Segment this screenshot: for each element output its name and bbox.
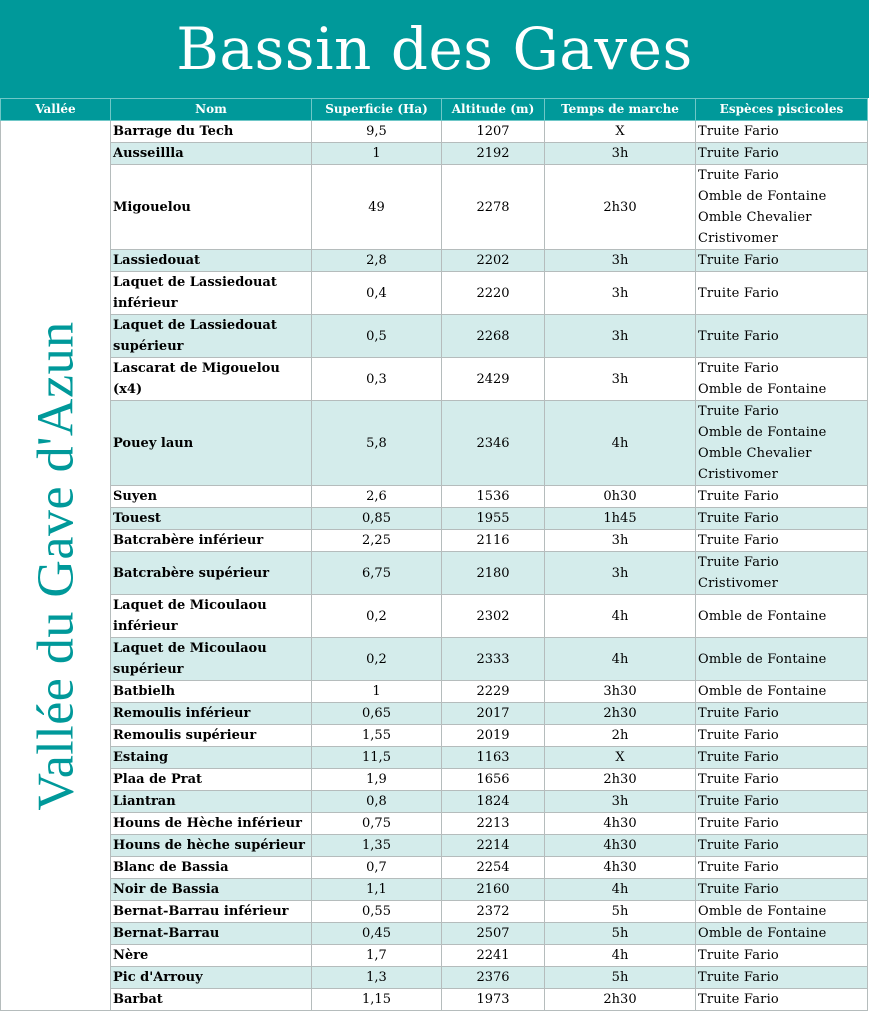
cell-altitude: 2017 — [442, 703, 545, 725]
cell-nom — [111, 923, 312, 945]
cell-altitude: 1656 — [442, 769, 545, 791]
cell-nom — [111, 638, 312, 681]
cell-superficie: 2,25 — [312, 530, 442, 552]
cell-especes — [696, 747, 868, 769]
cell-temps: 1h45 — [545, 508, 696, 530]
nom-line: supérieur — [113, 339, 184, 354]
cell-altitude: 2254 — [442, 857, 545, 879]
nom-line: Houns de Hèche inférieur — [113, 816, 302, 831]
cell-temps: 5h — [545, 967, 696, 989]
nom-line: Nère — [113, 948, 149, 963]
cell-especes — [696, 143, 868, 165]
cell-nom — [111, 835, 312, 857]
espece-item: Truite Fario — [698, 816, 779, 831]
cell-temps: 5h — [545, 901, 696, 923]
cell-superficie: 0,4 — [312, 272, 442, 315]
cell-superficie: 1,1 — [312, 879, 442, 901]
nom-line: Noir de Bassia — [113, 882, 220, 897]
cell-especes — [696, 835, 868, 857]
espece-item: Truite Fario — [698, 970, 779, 985]
cell-temps: 0h30 — [545, 486, 696, 508]
espece-item: Truite Fario — [698, 328, 779, 344]
cell-temps: 4h — [545, 401, 696, 486]
espece-item: Truite Fario — [698, 838, 779, 853]
table-row — [1, 165, 868, 250]
header-altitude: Altitude (m) — [442, 99, 545, 121]
espece-item: Cristivomer — [698, 231, 778, 246]
table-row — [1, 486, 868, 508]
cell-temps: 5h — [545, 923, 696, 945]
cell-nom — [111, 121, 312, 143]
cell-especes — [696, 923, 868, 945]
cell-superficie: 0,55 — [312, 901, 442, 923]
title-banner — [0, 0, 869, 98]
cell-especes — [696, 358, 868, 401]
table-row — [1, 143, 868, 165]
cell-temps: 3h — [545, 358, 696, 401]
cell-altitude: 2507 — [442, 923, 545, 945]
cell-nom — [111, 703, 312, 725]
cell-altitude: 2192 — [442, 143, 545, 165]
cell-superficie: 1 — [312, 681, 442, 703]
cell-nom — [111, 272, 312, 315]
cell-superficie: 1,35 — [312, 835, 442, 857]
espece-item: Truite Fario — [698, 489, 779, 504]
cell-altitude: 2180 — [442, 552, 545, 595]
header-superficie: Superficie (Ha) — [312, 99, 442, 121]
table-row — [1, 769, 868, 791]
cell-superficie: 0,45 — [312, 923, 442, 945]
nom-line: Ausseillla — [113, 146, 184, 161]
nom-line: Migouelou — [113, 199, 191, 215]
nom-line: Batcrabère supérieur — [113, 565, 270, 581]
table-row — [1, 791, 868, 813]
nom-line: Barbat — [113, 992, 163, 1007]
espece-item: Cristivomer — [698, 576, 778, 591]
cell-nom — [111, 508, 312, 530]
cell-nom — [111, 791, 312, 813]
nom-line: Bernat-Barrau — [113, 926, 220, 941]
espece-item: Truite Fario — [698, 285, 779, 301]
cell-temps: X — [545, 121, 696, 143]
table-row — [1, 901, 868, 923]
espece-item: Truite Fario — [698, 146, 779, 161]
cell-temps: 3h — [545, 530, 696, 552]
cell-temps: 2h — [545, 725, 696, 747]
cell-nom — [111, 813, 312, 835]
header-temps: Temps de marche — [545, 99, 696, 121]
nom-line: supérieur — [113, 662, 184, 677]
cell-temps: 4h — [545, 595, 696, 638]
cell-especes — [696, 165, 868, 250]
espece-item: Truite Fario — [698, 750, 779, 765]
espece-item: Truite Fario — [698, 555, 779, 570]
cell-temps: 2h30 — [545, 989, 696, 1011]
cell-altitude: 2241 — [442, 945, 545, 967]
nom-line: Pouey laun — [113, 435, 194, 451]
header-nom: Nom — [111, 99, 312, 121]
cell-altitude: 2346 — [442, 401, 545, 486]
cell-superficie: 0,5 — [312, 315, 442, 358]
cell-temps: 2h30 — [545, 769, 696, 791]
espece-item: Truite Fario — [698, 882, 779, 897]
cell-temps: X — [545, 747, 696, 769]
cell-superficie: 0,8 — [312, 791, 442, 813]
cell-altitude: 1955 — [442, 508, 545, 530]
cell-nom — [111, 945, 312, 967]
table-row — [1, 250, 868, 272]
nom-line: Lascarat de Migouelou (x4) — [113, 361, 280, 397]
espece-item: Omble de Fontaine — [698, 425, 827, 440]
cell-altitude: 2019 — [442, 725, 545, 747]
cell-altitude: 2202 — [442, 250, 545, 272]
cell-temps: 3h — [545, 315, 696, 358]
table-row — [1, 879, 868, 901]
cell-nom — [111, 552, 312, 595]
cell-superficie: 11,5 — [312, 747, 442, 769]
cell-altitude: 2268 — [442, 315, 545, 358]
cell-superficie: 2,8 — [312, 250, 442, 272]
cell-altitude: 1207 — [442, 121, 545, 143]
cell-especes — [696, 703, 868, 725]
cell-altitude: 2302 — [442, 595, 545, 638]
table-row — [1, 121, 868, 143]
nom-line: Batcrabère inférieur — [113, 533, 264, 548]
table-row — [1, 358, 868, 401]
cell-temps: 3h — [545, 250, 696, 272]
cell-superficie: 49 — [312, 165, 442, 250]
cell-especes — [696, 857, 868, 879]
cell-superficie: 1,55 — [312, 725, 442, 747]
cell-temps: 4h — [545, 638, 696, 681]
nom-line: Bernat-Barrau inférieur — [113, 904, 289, 919]
nom-line: Blanc de Bassia — [113, 860, 229, 875]
cell-especes — [696, 879, 868, 901]
cell-nom — [111, 530, 312, 552]
nom-line: Pic d'Arrouy — [113, 970, 203, 985]
nom-line: Lassiedouat — [113, 253, 201, 268]
nom-line: Remoulis supérieur — [113, 728, 257, 743]
cell-nom — [111, 747, 312, 769]
table-row — [1, 315, 868, 358]
header-row — [1, 99, 868, 121]
cell-superficie: 1,7 — [312, 945, 442, 967]
espece-item: Truite Fario — [698, 511, 779, 526]
cell-especes — [696, 989, 868, 1011]
espece-item: Cristivomer — [698, 467, 778, 482]
cell-nom — [111, 901, 312, 923]
cell-nom — [111, 857, 312, 879]
cell-nom — [111, 879, 312, 901]
table-row — [1, 725, 868, 747]
cell-altitude: 2278 — [442, 165, 545, 250]
nom-line: Batbielh — [113, 684, 176, 699]
cell-superficie: 2,6 — [312, 486, 442, 508]
cell-superficie: 1,15 — [312, 989, 442, 1011]
cell-especes — [696, 552, 868, 595]
nom-line: Touest — [113, 511, 161, 526]
table-row — [1, 703, 868, 725]
cell-superficie: 1 — [312, 143, 442, 165]
nom-line: Houns de hèche supérieur — [113, 838, 305, 853]
cell-superficie: 0,85 — [312, 508, 442, 530]
cell-superficie: 5,8 — [312, 401, 442, 486]
cell-nom — [111, 595, 312, 638]
cell-especes — [696, 967, 868, 989]
cell-nom — [111, 165, 312, 250]
table-row — [1, 681, 868, 703]
lakes-table — [0, 98, 868, 1011]
espece-item: Omble de Fontaine — [698, 904, 827, 919]
cell-especes — [696, 638, 868, 681]
cell-superficie: 0,7 — [312, 857, 442, 879]
header-vallee: Vallée — [1, 99, 111, 121]
table-row — [1, 530, 868, 552]
espece-item: Truite Fario — [698, 361, 779, 376]
espece-item: Omble Chevalier — [698, 446, 812, 461]
table-row — [1, 813, 868, 835]
cell-superficie: 1,3 — [312, 967, 442, 989]
cell-temps: 3h — [545, 552, 696, 595]
cell-nom — [111, 681, 312, 703]
nom-line: Suyen — [113, 489, 158, 504]
cell-altitude: 2160 — [442, 879, 545, 901]
cell-nom — [111, 401, 312, 486]
vallee-cell — [1, 121, 111, 1011]
cell-temps: 4h30 — [545, 835, 696, 857]
cell-nom — [111, 358, 312, 401]
table-row — [1, 401, 868, 486]
cell-superficie: 0,75 — [312, 813, 442, 835]
table-row — [1, 835, 868, 857]
cell-temps: 4h — [545, 945, 696, 967]
espece-item: Truite Fario — [698, 404, 779, 419]
cell-superficie: 0,2 — [312, 638, 442, 681]
cell-superficie: 0,2 — [312, 595, 442, 638]
cell-especes — [696, 945, 868, 967]
cell-temps: 2h30 — [545, 165, 696, 250]
table-row — [1, 508, 868, 530]
cell-altitude: 1973 — [442, 989, 545, 1011]
cell-especes — [696, 121, 868, 143]
espece-item: Omble de Fontaine — [698, 651, 827, 667]
cell-superficie: 6,75 — [312, 552, 442, 595]
espece-item: Truite Fario — [698, 772, 779, 787]
cell-altitude: 2214 — [442, 835, 545, 857]
espece-item: Omble de Fontaine — [698, 189, 827, 204]
cell-altitude: 2376 — [442, 967, 545, 989]
cell-temps: 3h — [545, 272, 696, 315]
cell-especes — [696, 486, 868, 508]
cell-superficie: 1,9 — [312, 769, 442, 791]
espece-item: Truite Fario — [698, 948, 779, 963]
cell-nom — [111, 250, 312, 272]
cell-temps: 4h — [545, 879, 696, 901]
cell-nom — [111, 725, 312, 747]
table-body — [1, 121, 868, 1011]
cell-especes — [696, 250, 868, 272]
cell-especes — [696, 769, 868, 791]
cell-superficie: 0,65 — [312, 703, 442, 725]
espece-item: Truite Fario — [698, 706, 779, 721]
cell-altitude: 2213 — [442, 813, 545, 835]
espece-item: Truite Fario — [698, 533, 779, 548]
cell-especes — [696, 725, 868, 747]
cell-especes — [696, 530, 868, 552]
table-row — [1, 552, 868, 595]
espece-item: Truite Fario — [698, 168, 779, 183]
espece-item: Truite Fario — [698, 794, 779, 809]
table-row — [1, 638, 868, 681]
cell-altitude: 1824 — [442, 791, 545, 813]
espece-item: Omble de Fontaine — [698, 608, 827, 624]
nom-line: Laquet de Micoulaou inférieur — [113, 598, 267, 634]
espece-item: Truite Fario — [698, 253, 779, 268]
table-row — [1, 272, 868, 315]
cell-especes — [696, 595, 868, 638]
cell-temps: 3h — [545, 791, 696, 813]
cell-nom — [111, 967, 312, 989]
nom-line: Barrage du Tech — [113, 124, 234, 139]
cell-nom — [111, 486, 312, 508]
cell-altitude: 2372 — [442, 901, 545, 923]
cell-nom — [111, 769, 312, 791]
table-row — [1, 967, 868, 989]
nom-line: Remoulis inférieur — [113, 706, 251, 721]
espece-item: Omble de Fontaine — [698, 382, 827, 397]
cell-nom — [111, 143, 312, 165]
nom-line: Plaa de Prat — [113, 772, 203, 787]
espece-item: Omble de Fontaine — [698, 926, 827, 941]
header-especes: Espèces piscicoles — [696, 99, 868, 121]
espece-item: Truite Fario — [698, 124, 779, 139]
cell-superficie: 9,5 — [312, 121, 442, 143]
cell-altitude: 2220 — [442, 272, 545, 315]
cell-especes — [696, 272, 868, 315]
espece-item: Omble de Fontaine — [698, 684, 827, 699]
espece-item: Truite Fario — [698, 860, 779, 875]
cell-altitude: 1536 — [442, 486, 545, 508]
cell-especes — [696, 791, 868, 813]
nom-line: Estaing — [113, 750, 169, 765]
nom-line: Laquet de Micoulaou — [113, 641, 267, 656]
table-row — [1, 595, 868, 638]
nom-line: Liantran — [113, 794, 176, 809]
cell-temps: 3h30 — [545, 681, 696, 703]
espece-item: Truite Fario — [698, 728, 779, 743]
cell-temps: 3h — [545, 143, 696, 165]
table-row — [1, 857, 868, 879]
nom-line: inférieur — [113, 296, 178, 311]
table-row — [1, 747, 868, 769]
cell-especes — [696, 901, 868, 923]
nom-line: Laquet de Lassiedouat — [113, 275, 277, 290]
cell-especes — [696, 813, 868, 835]
cell-temps: 2h30 — [545, 703, 696, 725]
cell-especes — [696, 508, 868, 530]
cell-temps: 4h30 — [545, 813, 696, 835]
cell-altitude: 2429 — [442, 358, 545, 401]
table-row — [1, 989, 868, 1011]
page-title: Bassin des Gaves — [176, 15, 693, 83]
cell-altitude: 2116 — [442, 530, 545, 552]
cell-altitude: 2229 — [442, 681, 545, 703]
cell-especes — [696, 401, 868, 486]
table-row — [1, 923, 868, 945]
nom-line: Laquet de Lassiedouat — [113, 318, 277, 333]
vallee-label: Vallée du Gave d'Azun — [27, 320, 84, 811]
cell-temps: 4h30 — [545, 857, 696, 879]
cell-altitude: 1163 — [442, 747, 545, 769]
espece-item: Truite Fario — [698, 992, 779, 1007]
cell-superficie: 0,3 — [312, 358, 442, 401]
cell-nom — [111, 315, 312, 358]
espece-item: Omble Chevalier — [698, 210, 812, 225]
cell-especes — [696, 681, 868, 703]
cell-altitude: 2333 — [442, 638, 545, 681]
table-row — [1, 945, 868, 967]
cell-nom — [111, 989, 312, 1011]
cell-especes — [696, 315, 868, 358]
